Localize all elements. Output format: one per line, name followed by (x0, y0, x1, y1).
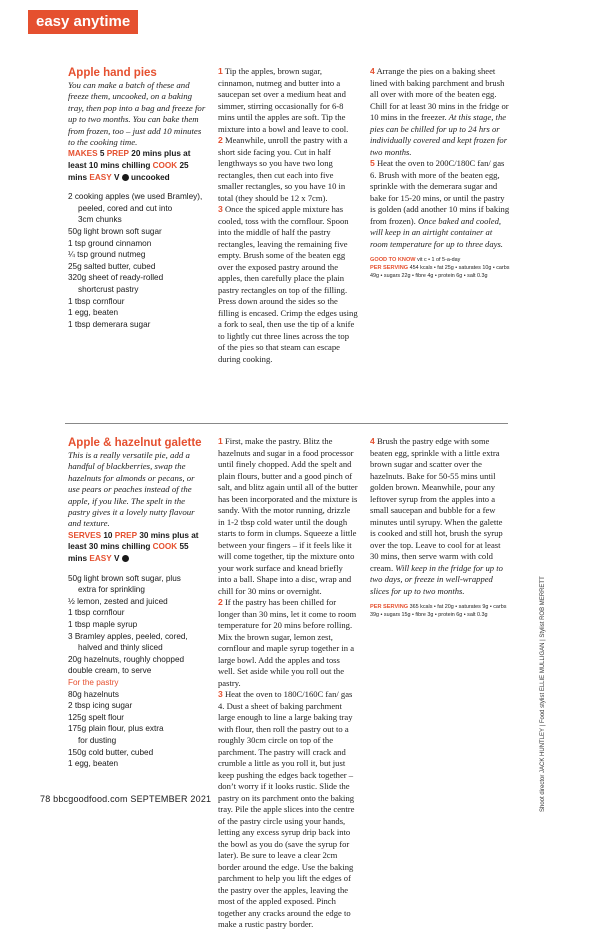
diet-note: uncooked (131, 172, 170, 182)
ingredient-line: 150g cold butter, cubed (68, 747, 154, 757)
pastry-heading: For the pastry (68, 677, 119, 687)
ingredient-line: 125g spelt flour (68, 712, 124, 722)
step-number: 3 (218, 689, 223, 699)
per-serving-label: PER SERVING (370, 265, 409, 271)
ingredient-line: ¼ tsp ground nutmeg (68, 250, 146, 260)
step-note: At this stage, the pies can be chilled for up to 24 hrs or individually covered and kept frozen for two months. (370, 112, 508, 157)
step-number: 3 (218, 204, 223, 214)
serves-value: 10 (103, 530, 113, 540)
ingredient-line: halved and thinly sliced (78, 643, 163, 653)
page-number: 78 (40, 794, 51, 804)
ingredient-line: extra for sprinkling (78, 585, 145, 595)
ingredient-line: 20g hazelnuts, roughly chopped (68, 654, 185, 664)
ingredient-line: peeled, cored and cut into (78, 203, 173, 213)
recipe1-intro: You can make a batch of these and freeze them, uncooked, on a baking tray, then pop into a bag and freeze for up to two months. You can bake them from frozen, too – just add 10 minutes to the cooking time. (68, 80, 206, 148)
ingredient-line: ½ lemon, zested and juiced (68, 596, 168, 606)
section-divider (65, 423, 508, 424)
recipe2-ingredients (68, 573, 208, 770)
freezable-icon (122, 555, 129, 562)
recipe1-method-col1 (218, 66, 358, 365)
prep-label: PREP (114, 530, 138, 540)
page-footer (40, 794, 211, 804)
ingredient-line: 80g hazelnuts (68, 689, 119, 699)
step-text: Once the spiced apple mixture has cooled, toss with the cornflour. Spoon into the middle of half the pastry rectangles, leaving the remaining five empty. Brush some of the beaten egg over the exposed pastry around the apples, then carefully place the plain pastry rectangles on top of the filling. Press down around the sides so the filling is encased. Crimp the edges using a fork to seal, then use the tip of a knife to lightly cut three lines across the top of the pies so that steam can escape during cooking. (218, 204, 358, 364)
method-step (370, 158, 510, 250)
freezable-icon (122, 174, 129, 181)
recipe2-nutrition (370, 603, 510, 619)
recipe2-info-column (68, 436, 208, 770)
step-note: Once baked and cooled, will keep in an airtight container at room temperature for up to three days. (370, 215, 503, 249)
ingredient-line: 50g light brown soft sugar, plus (68, 573, 181, 583)
recipe2-method-col2 (370, 436, 510, 619)
step-text: If the pastry has been chilled for longer than 30 mins, let it come to room temperature for 20 mins before rolling. Mix the brown sugar, lemon zest, cornflour and maple syrup together in a large bowl. Add the apples and toss well. Set aside while you roll out the pastry. (218, 597, 357, 688)
ingredient-line: 320g sheet of ready-rolled (68, 273, 164, 283)
per-serving-value: 454 kcals • fat 25g • saturates 10g • carbs 49g • sugars 22g • fibre 4g • protein 6g • salt 0.3g (370, 265, 510, 279)
ingredient-line: 1 tbsp demerara sugar (68, 319, 151, 329)
step-number: 4 (370, 436, 375, 446)
cook-value: 55 mins (68, 542, 189, 564)
vegetarian-marker: V (113, 172, 120, 182)
ingredient-line: 1 egg, beaten (68, 759, 119, 769)
good-to-know-value: vit c • 1 of 5-a-day (417, 257, 461, 263)
ingredient-line: double cream, to serve (68, 666, 152, 676)
recipe1-title: Apple hand pies (68, 67, 157, 79)
step-note: Will keep in the fridge for up to two days, or freeze in well-wrapped slices for up to two months. (370, 562, 503, 596)
ingredient-line: 3 Bramley apples, peeled, cored, (68, 631, 188, 641)
cook-label: COOK (152, 161, 178, 171)
ingredient-line: 25g salted butter, cubed (68, 261, 156, 271)
ingredient-line: 1 tsp ground cinnamon (68, 238, 152, 248)
recipe1-method-col2 (370, 66, 510, 280)
ingredient-line: 50g light brown soft sugar (68, 227, 162, 236)
recipe1-meta (68, 148, 208, 183)
step-text: Brush the pastry edge with some beaten egg, sprinkle with a little extra brown sugar and scatter over the hazelnuts. Bake for 50-55 mins until golden brown. Meanwhile, pour any leftover syrup from the apples into a small saucepan and bubble for a few minutes until syrupy. When the galette is cooked and still hot, brush the syrup over the top. Leave to cool for at least 30 mins, then serve warm with cold cream. (370, 436, 503, 573)
step-text: Arrange the pies on a baking sheet lined with baking parchment and brush all over with more of the beaten egg. Chill for at least 30 mins in the fridge or 10 mins in the freezer. (370, 66, 509, 122)
step-text: Tip the apples, brown sugar, cinnamon, nutmeg and butter into a saucepan set over a medium heat and simmer, stirring occasionally for 6-8 mins until the apples are soft. Tip the mixture into a bowl and leave to cool. (218, 66, 349, 134)
step-number: 4 (370, 66, 375, 76)
photo-credit: Shoot director JACK HUNTLEY | Food stylist ELLIE MULLIGAN | Stylist ROB MERRETT (540, 576, 546, 812)
cook-label: COOK (152, 542, 178, 552)
vegetarian-marker: V (113, 554, 120, 564)
ingredient-line: 1 egg, beaten (68, 308, 119, 318)
makes-value: 5 (99, 149, 105, 159)
ingredient-line: 1 tbsp maple syrup (68, 620, 138, 629)
step-text: First, make the pastry. Blitz the hazelnuts and sugar in a food processor until finely chopped. Add the spelt and plain flours, butter and a good pinch of salt, and blitz again until all of the butter has been incorporated and the mixture is sandy. With the motor running, drizzle in 1-2 tbsp cold water until the dough starts to form in clumps. Squeeze a little between your fingers – if it feels like it will come together, tip the mixture onto your work surface and knead briefly into a ball. Shape into a disc, wrap and chill for 30 mins or overnight. (218, 436, 358, 596)
step-text: Heat the oven to 200C/180C fan/ gas 6. Brush with more of the beaten egg, sprinkle with the demerara sugar and bake for 15-20 mins, or until the pastry is golden (add another 10 mins if baking from frozen). (370, 158, 510, 226)
method-step (218, 436, 358, 597)
ingredient-line: 1 tbsp cornflour (68, 608, 125, 618)
ingredient-line: 2 cooking apples (we used Bramley), (68, 192, 203, 202)
method-step (218, 135, 358, 204)
ingredient-line: 175g plain flour, plus extra (68, 724, 164, 734)
good-to-know-label: GOOD TO KNOW (370, 257, 416, 263)
recipe1-info-column (68, 66, 208, 330)
method-step (218, 597, 358, 689)
ingredient-line: 2 tbsp icing sugar (68, 701, 133, 711)
method-step (370, 66, 510, 158)
ingredient-line: 1 tbsp cornflour (68, 296, 125, 306)
recipe2-intro: This is a really versatile pie, add a handful of blackberries, swap the hazelnuts for almonds or pecans, or use pears or peaches instead of the apple, if you like. The spelt in the pastry gives it a lovely nutty flavour and texture. (68, 450, 195, 529)
per-serving-label: PER SERVING (370, 604, 409, 610)
site-name: bbcgoodfood.com (53, 794, 128, 804)
step-number: 2 (218, 597, 223, 607)
step-number: 1 (218, 66, 223, 76)
step-number: 1 (218, 436, 223, 446)
section-tag: easy anytime (28, 10, 138, 34)
method-step (370, 436, 510, 597)
recipe1-ingredients (68, 191, 208, 330)
step-number: 2 (218, 135, 223, 145)
per-serving-value: 365 kcals • fat 20g • saturates 9g • carbs 39g • sugars 15g • fibre 3g • protein 6g • salt 0.3g (370, 604, 507, 618)
ingredient-line: shortcrust pastry (78, 284, 139, 294)
recipe2-meta (68, 530, 208, 565)
ingredient-line: for dusting (78, 735, 117, 745)
difficulty-label: EASY (89, 172, 112, 182)
prep-label: PREP (106, 149, 129, 159)
ingredient-line: 3cm chunks (78, 215, 122, 225)
serves-label: SERVES (68, 530, 102, 540)
step-text: Meanwhile, unroll the pastry with a short side facing you. Cut in half lengthways so you have two long rectangles, then cut each into five smaller rectangles, so you have 10 in total (they should be 12 x 7cm). (218, 135, 348, 203)
method-step (218, 204, 358, 365)
prep-value: 30 mins plus at least 30 mins chilling (68, 530, 199, 552)
prep-value: 20 mins plus at least 10 mins chilling (68, 149, 191, 171)
recipe2-title: Apple & hazelnut galette (68, 437, 202, 449)
cook-value: 25 mins (68, 161, 189, 182)
method-step (218, 689, 358, 931)
step-number: 5 (370, 158, 375, 168)
difficulty-label: EASY (89, 554, 112, 564)
issue-date: SEPTEMBER 2021 (130, 794, 212, 804)
step-text: Heat the oven to 180C/160C fan/ gas 4. Dust a sheet of baking parchment large enough to line a large baking tray with flour, then roll the pastry out to a roughly 30cm circle on top of the parchment. The pastry will crack and crumble a little as you roll it, but just keep pushing the edges back together – don’t worry if it looks rustic. Slide the pastry on its parchment onto the baking tray. Pile the apple slices into the centre of the pastry circle using your hands, letting any excess syrup drip back into the bowl as you do (save the syrup for later). Be sure to leave a clear 2cm border around the edge. Use the baking parchment to help you lift the edges of the pastry over the apples, leaving the most of the appled exposed. Pinch together any cracks around the edge to make a rustic pastry border. (218, 689, 355, 929)
recipe1-nutrition (370, 256, 510, 280)
makes-label: MAKES (68, 149, 98, 159)
method-step (218, 66, 358, 135)
recipe2-method-col1 (218, 436, 358, 931)
